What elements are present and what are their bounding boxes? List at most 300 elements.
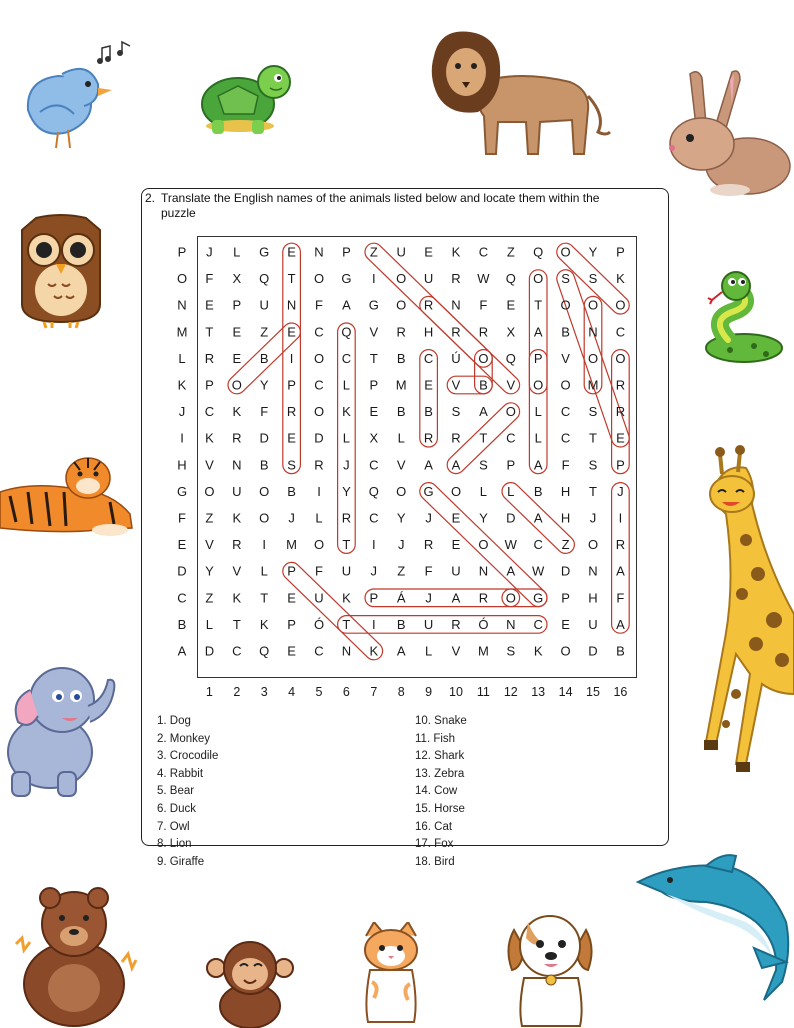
column-number: 14 bbox=[558, 685, 573, 699]
grid-letter: H bbox=[560, 510, 571, 526]
grid-letter: A bbox=[177, 643, 187, 659]
grid-letter: J bbox=[425, 510, 432, 526]
grid-letter: N bbox=[286, 297, 297, 313]
grid-letter: G bbox=[368, 297, 379, 313]
bird-icon bbox=[18, 40, 138, 155]
grid-letter: V bbox=[369, 324, 379, 340]
grid-letter: F bbox=[561, 457, 570, 473]
grid-letter: S bbox=[588, 404, 598, 420]
word-list-item: 18. Bird bbox=[415, 855, 455, 868]
grid-letter: O bbox=[259, 483, 270, 499]
grid-letter: C bbox=[177, 590, 187, 606]
grid-letter: T bbox=[342, 616, 351, 632]
column-number: 2 bbox=[233, 685, 241, 699]
grid-letter: K bbox=[342, 590, 351, 606]
grid-letter: J bbox=[397, 537, 405, 553]
grid-letter: H bbox=[177, 457, 187, 473]
grid-letter: V bbox=[561, 350, 570, 366]
grid-letter: D bbox=[259, 430, 269, 446]
grid-letter: O bbox=[615, 297, 626, 313]
grid-letter: M bbox=[477, 643, 489, 659]
grid-letter: V bbox=[205, 537, 214, 553]
grid-letter: U bbox=[314, 590, 324, 606]
instruction-text: Translate the English names of the animals listed below and locate them within the puzzle bbox=[161, 191, 600, 220]
grid-letter: C bbox=[369, 510, 379, 526]
grid-letter: T bbox=[205, 324, 214, 340]
grid-letter: X bbox=[232, 271, 242, 287]
grid-letter: J bbox=[589, 510, 597, 526]
grid-letter: L bbox=[260, 563, 268, 579]
grid-letter: R bbox=[615, 404, 626, 420]
grid-letter: I bbox=[618, 510, 623, 526]
grid-letter: O bbox=[231, 377, 242, 393]
grid-letter: N bbox=[506, 616, 516, 632]
grid-letter: H bbox=[560, 483, 571, 499]
grid-letter: I bbox=[371, 537, 376, 553]
grid-letter: T bbox=[342, 537, 351, 553]
word-list-item: 6. Duck bbox=[157, 802, 196, 815]
grid-letter: B bbox=[177, 616, 187, 632]
grid-letter: L bbox=[342, 430, 351, 446]
grid-letter: R bbox=[478, 324, 489, 340]
column-number: 16 bbox=[613, 685, 628, 699]
grid-letter: B bbox=[396, 350, 406, 366]
grid-letter: W bbox=[504, 537, 517, 553]
grid-letter: C bbox=[314, 643, 324, 659]
grid-letter: E bbox=[287, 643, 296, 659]
column-number: 11 bbox=[476, 685, 490, 699]
grid-letter: K bbox=[342, 404, 351, 420]
grid-letter: M bbox=[587, 377, 599, 393]
grid-letter: L bbox=[397, 430, 405, 446]
grid-letter: E bbox=[287, 430, 296, 446]
grid-letter: N bbox=[314, 244, 324, 260]
grid-letter: U bbox=[341, 563, 352, 579]
grid-letter: C bbox=[369, 457, 379, 473]
grid-letter: P bbox=[177, 244, 187, 260]
grid-letter: Q bbox=[505, 271, 516, 287]
grid-letter: Ú bbox=[451, 350, 461, 366]
grid-letter: L bbox=[424, 643, 433, 659]
grid-letter: Y bbox=[259, 377, 269, 393]
grid-letter: J bbox=[178, 404, 186, 420]
word-list-item: 4. Rabbit bbox=[157, 767, 204, 780]
grid-letter: F bbox=[479, 297, 488, 313]
grid-letter: F bbox=[260, 404, 269, 420]
grid-letter: I bbox=[262, 537, 267, 553]
grid-letter: K bbox=[451, 244, 461, 260]
grid-letter: O bbox=[615, 350, 626, 366]
grid-letter: Y bbox=[342, 483, 351, 499]
grid-letter: U bbox=[451, 563, 461, 579]
grid-letter: P bbox=[205, 377, 214, 393]
grid-letter: W bbox=[532, 563, 545, 579]
grid-letter: L bbox=[178, 350, 186, 366]
grid-letter: O bbox=[450, 483, 462, 499]
grid-letter: T bbox=[287, 271, 296, 287]
grid-letter: O bbox=[505, 404, 516, 420]
grid-letter: Á bbox=[396, 590, 406, 606]
grid-letter: U bbox=[423, 271, 434, 287]
grid-letter: G bbox=[533, 590, 544, 606]
grid-letter: H bbox=[423, 324, 434, 340]
grid-letter: O bbox=[533, 271, 544, 287]
grid-letter: Z bbox=[397, 563, 406, 579]
grid-letter: N bbox=[478, 563, 489, 579]
grid-letter: A bbox=[533, 324, 543, 340]
grid-letter: L bbox=[233, 244, 241, 260]
grid-letter: U bbox=[396, 244, 406, 260]
word-list-left bbox=[157, 713, 218, 871]
grid-letter: K bbox=[616, 271, 625, 287]
grid-letter: O bbox=[560, 643, 571, 659]
lion-icon bbox=[420, 26, 614, 158]
grid-letter: R bbox=[478, 590, 489, 606]
grid-letter: D bbox=[588, 643, 598, 659]
grid-letter: K bbox=[177, 377, 187, 393]
grid-letter: E bbox=[287, 590, 296, 606]
grid-letter: M bbox=[286, 537, 298, 553]
grid-letter: N bbox=[588, 563, 598, 579]
grid-letter: B bbox=[533, 483, 543, 499]
grid-letter: P bbox=[616, 457, 625, 473]
grid-letter: T bbox=[232, 616, 241, 632]
grid-letter: O bbox=[560, 244, 571, 260]
grid-letter: S bbox=[588, 457, 598, 473]
grid-letter: N bbox=[588, 324, 598, 340]
grid-letter: Q bbox=[259, 271, 270, 287]
giraffe-icon bbox=[696, 444, 794, 780]
grid-letter: E bbox=[561, 616, 570, 632]
grid-letter: V bbox=[451, 643, 461, 659]
column-number: 5 bbox=[315, 685, 323, 699]
grid-letter: J bbox=[425, 590, 432, 606]
grid-letter: E bbox=[451, 537, 461, 553]
dog-icon bbox=[504, 908, 596, 1028]
grid-letter: E bbox=[506, 297, 516, 313]
grid-letter: Z bbox=[260, 324, 269, 340]
grid-letter: G bbox=[259, 244, 270, 260]
grid-letter: D bbox=[204, 643, 215, 659]
grid-letter: B bbox=[424, 404, 433, 420]
grid-letter: V bbox=[232, 563, 242, 579]
grid-letter: O bbox=[313, 271, 325, 287]
grid-letter: K bbox=[232, 404, 242, 420]
grid-letter: J bbox=[288, 510, 295, 526]
word-list-item: 3. Crocodile bbox=[157, 750, 219, 763]
grid-letter: S bbox=[479, 457, 488, 473]
column-number: 7 bbox=[370, 685, 378, 699]
grid-letter: E bbox=[424, 244, 433, 260]
grid-letter: U bbox=[259, 297, 269, 313]
grid-letter: F bbox=[315, 563, 323, 579]
grid-letter: O bbox=[396, 297, 407, 313]
grid-letter: U bbox=[423, 616, 434, 632]
grid-letter: C bbox=[615, 324, 626, 340]
grid-letter: M bbox=[395, 377, 407, 393]
grid-letter: P bbox=[369, 377, 379, 393]
turtle-icon bbox=[198, 60, 294, 136]
grid-letter: I bbox=[371, 616, 376, 632]
cat-icon bbox=[354, 922, 428, 1026]
grid-letter: O bbox=[560, 297, 571, 313]
word-list-item: 16. Cat bbox=[415, 820, 453, 833]
grid-letter: A bbox=[506, 563, 516, 579]
grid-letter: A bbox=[342, 297, 351, 313]
grid-letter: S bbox=[451, 404, 461, 420]
grid-letter: R bbox=[286, 404, 297, 420]
grid-letter: J bbox=[343, 457, 350, 473]
grid-letter: C bbox=[533, 616, 543, 632]
word-list-item: 11. Fish bbox=[415, 732, 456, 745]
grid-letter: K bbox=[232, 590, 242, 606]
grid-letter: E bbox=[287, 244, 296, 260]
column-number: 9 bbox=[425, 685, 433, 699]
grid-letter: P bbox=[342, 244, 351, 260]
grid-letter: F bbox=[315, 297, 323, 313]
word-list-item: 17. Fox bbox=[415, 838, 454, 851]
grid-letter: B bbox=[287, 483, 296, 499]
grid-letter: U bbox=[232, 483, 242, 499]
grid-letter: N bbox=[177, 297, 187, 313]
grid-letter: P bbox=[232, 297, 242, 313]
grid-letter: S bbox=[506, 643, 516, 659]
column-number: 3 bbox=[260, 685, 268, 699]
grid-letter: O bbox=[313, 350, 325, 366]
grid-letter: Q bbox=[259, 643, 270, 659]
grid-letter: Z bbox=[561, 537, 570, 553]
grid-letter: O bbox=[505, 590, 516, 606]
grid-letter: L bbox=[342, 377, 351, 393]
grid-letter: E bbox=[451, 510, 461, 526]
grid-letter: L bbox=[479, 483, 488, 499]
column-number: 13 bbox=[531, 685, 546, 699]
word-list-item: 10. Snake bbox=[415, 715, 467, 727]
grid-letter: P bbox=[287, 563, 296, 579]
grid-letter: O bbox=[478, 350, 489, 366]
grid-letter: R bbox=[423, 297, 434, 313]
grid-letter: I bbox=[289, 350, 294, 366]
column-number: 10 bbox=[449, 685, 463, 699]
grid-letter: O bbox=[587, 537, 599, 553]
grid-letter: R bbox=[341, 510, 352, 526]
grid-letter: P bbox=[533, 350, 543, 366]
grid-letter: B bbox=[259, 350, 269, 366]
grid-letter: G bbox=[423, 483, 434, 499]
grid-letter: B bbox=[396, 404, 406, 420]
grid-letter: I bbox=[371, 271, 376, 287]
grid-letter: R bbox=[451, 271, 461, 287]
grid-letter: L bbox=[534, 404, 542, 420]
grid-letter: N bbox=[232, 457, 242, 473]
grid-letter: P bbox=[616, 244, 625, 260]
grid-letter: J bbox=[370, 563, 378, 579]
grid-letter: T bbox=[534, 297, 543, 313]
grid-letter: E bbox=[205, 297, 214, 313]
grid-letter: D bbox=[314, 430, 324, 446]
grid-letter: Z bbox=[369, 244, 378, 260]
grid-letter: C bbox=[341, 350, 352, 366]
grid-letter: X bbox=[506, 324, 516, 340]
grid-letter: Q bbox=[341, 324, 352, 340]
elephant-icon bbox=[0, 660, 118, 800]
grid-letter: O bbox=[176, 271, 188, 287]
grid-letter: K bbox=[259, 616, 269, 632]
grid-letter: A bbox=[616, 563, 625, 579]
grid-letter: E bbox=[177, 537, 187, 553]
grid-letter: E bbox=[287, 324, 296, 340]
column-number: 15 bbox=[586, 685, 600, 699]
word-list-item: 2. Monkey bbox=[157, 732, 211, 745]
grid-letter: N bbox=[451, 297, 461, 313]
grid-letter: S bbox=[588, 271, 598, 287]
grid-letter: A bbox=[479, 404, 488, 420]
grid-letter: U bbox=[588, 616, 598, 632]
grid-letter: O bbox=[533, 377, 544, 393]
grid-letter: E bbox=[232, 350, 242, 366]
grid-letter: P bbox=[369, 590, 379, 606]
grid-letter: W bbox=[477, 271, 490, 287]
bear-icon bbox=[6, 884, 142, 1028]
grid-letter: N bbox=[341, 643, 352, 659]
grid-letter: P bbox=[287, 377, 296, 393]
grid-letter: B bbox=[396, 616, 406, 632]
grid-letter: R bbox=[204, 350, 215, 366]
word-list-item: 9. Giraffe bbox=[157, 855, 205, 868]
grid-letter: A bbox=[533, 457, 543, 473]
grid-letter: V bbox=[506, 377, 516, 393]
grid-letter: Q bbox=[505, 350, 516, 366]
grid-letter: R bbox=[451, 430, 461, 446]
word-list-item: 12. Shark bbox=[415, 750, 465, 763]
column-number: 6 bbox=[342, 685, 350, 699]
grid-letter: C bbox=[533, 537, 543, 553]
grid-letter: X bbox=[369, 430, 379, 446]
grid-letter: V bbox=[205, 457, 214, 473]
grid-letter: L bbox=[315, 510, 323, 526]
grid-letter: C bbox=[506, 430, 516, 446]
word-list-item: 7. Owl bbox=[157, 820, 190, 833]
grid-letter: K bbox=[232, 510, 242, 526]
grid-letter: D bbox=[506, 510, 516, 526]
grid-letter: A bbox=[616, 616, 625, 632]
grid-letter: B bbox=[616, 643, 625, 659]
grid-letter: V bbox=[396, 457, 406, 473]
grid-letter: O bbox=[560, 377, 571, 393]
grid-letter: C bbox=[560, 430, 571, 446]
grid-letter: T bbox=[260, 590, 269, 606]
grid-letter: Q bbox=[368, 483, 379, 499]
grid-letter: O bbox=[396, 271, 407, 287]
grid-letter: G bbox=[341, 271, 352, 287]
grid-letter: R bbox=[232, 430, 242, 446]
grid-letter: Y bbox=[479, 510, 488, 526]
grid-letter: E bbox=[424, 377, 433, 393]
grid-letter: L bbox=[507, 483, 515, 499]
grid-letter: O bbox=[587, 350, 599, 366]
grid-letter: F bbox=[178, 510, 186, 526]
grid-letter: Y bbox=[205, 563, 214, 579]
grid-letter: A bbox=[424, 457, 433, 473]
grid-letter: K bbox=[533, 643, 543, 659]
grid-letter: O bbox=[204, 483, 215, 499]
grid-letter: O bbox=[396, 483, 407, 499]
grid-letter: C bbox=[423, 350, 434, 366]
grid-letter: Y bbox=[396, 510, 406, 526]
grid-letter: F bbox=[205, 271, 214, 287]
grid-letter: L bbox=[205, 616, 214, 632]
grid-letter: P bbox=[287, 616, 296, 632]
grid-letter: R bbox=[314, 457, 324, 473]
grid-letter: R bbox=[423, 537, 434, 553]
grid-letter: D bbox=[177, 563, 187, 579]
grid-letter: C bbox=[314, 377, 324, 393]
grid-letter: G bbox=[176, 483, 188, 499]
puzzle-grid-border bbox=[197, 236, 637, 678]
grid-letter: O bbox=[313, 404, 325, 420]
column-number: 4 bbox=[288, 685, 296, 699]
grid-letter: C bbox=[478, 244, 489, 260]
tiger-icon bbox=[0, 452, 136, 538]
grid-letter: H bbox=[588, 590, 598, 606]
grid-letter: R bbox=[232, 537, 242, 553]
grid-letter: T bbox=[589, 483, 597, 499]
grid-letter: F bbox=[616, 590, 625, 606]
instruction-number: 2. bbox=[145, 191, 156, 205]
grid-letter: R bbox=[451, 324, 461, 340]
word-list-item: 14. Cow bbox=[415, 785, 458, 798]
grid-letter: A bbox=[396, 643, 406, 659]
grid-letter: B bbox=[479, 377, 488, 393]
grid-letter: Z bbox=[205, 590, 214, 606]
grid-letter: K bbox=[369, 643, 379, 659]
grid-letter: Y bbox=[588, 244, 598, 260]
grid-letter: C bbox=[204, 404, 215, 420]
grid-letter: C bbox=[560, 404, 571, 420]
grid-letter: Ó bbox=[478, 616, 489, 632]
word-list-item: 5. Bear bbox=[157, 785, 195, 798]
word-list-item: 15. Horse bbox=[415, 802, 465, 815]
rabbit-icon bbox=[660, 66, 794, 198]
dolphin-icon bbox=[636, 852, 794, 1002]
grid-letter: R bbox=[396, 324, 406, 340]
grid-letter: S bbox=[287, 457, 296, 473]
grid-letter: J bbox=[617, 483, 624, 499]
grid-letter: V bbox=[451, 377, 461, 393]
snake-icon bbox=[700, 270, 788, 366]
word-list-item: 1. Dog bbox=[157, 715, 191, 727]
word-list-item: 13. Zebra bbox=[415, 767, 465, 780]
grid-letter: R bbox=[451, 616, 461, 632]
grid-letter: D bbox=[560, 563, 571, 579]
grid-letter: Z bbox=[205, 510, 214, 526]
column-number: 1 bbox=[205, 685, 213, 699]
column-number: 12 bbox=[503, 685, 518, 699]
word-list-item: 8. Lion bbox=[157, 838, 192, 851]
grid-letter: O bbox=[259, 510, 270, 526]
grid-letter: R bbox=[423, 430, 434, 446]
grid-letter: I bbox=[317, 483, 321, 499]
grid-letter: T bbox=[369, 350, 378, 366]
grid-letter: A bbox=[533, 510, 543, 526]
grid-letter: O bbox=[478, 537, 489, 553]
grid-letter: R bbox=[615, 537, 626, 553]
grid-letter: C bbox=[314, 324, 324, 340]
grid-letter: F bbox=[424, 563, 433, 579]
grid-letter: T bbox=[479, 430, 488, 446]
grid-letter: P bbox=[561, 590, 570, 606]
grid-letter: E bbox=[616, 430, 625, 446]
